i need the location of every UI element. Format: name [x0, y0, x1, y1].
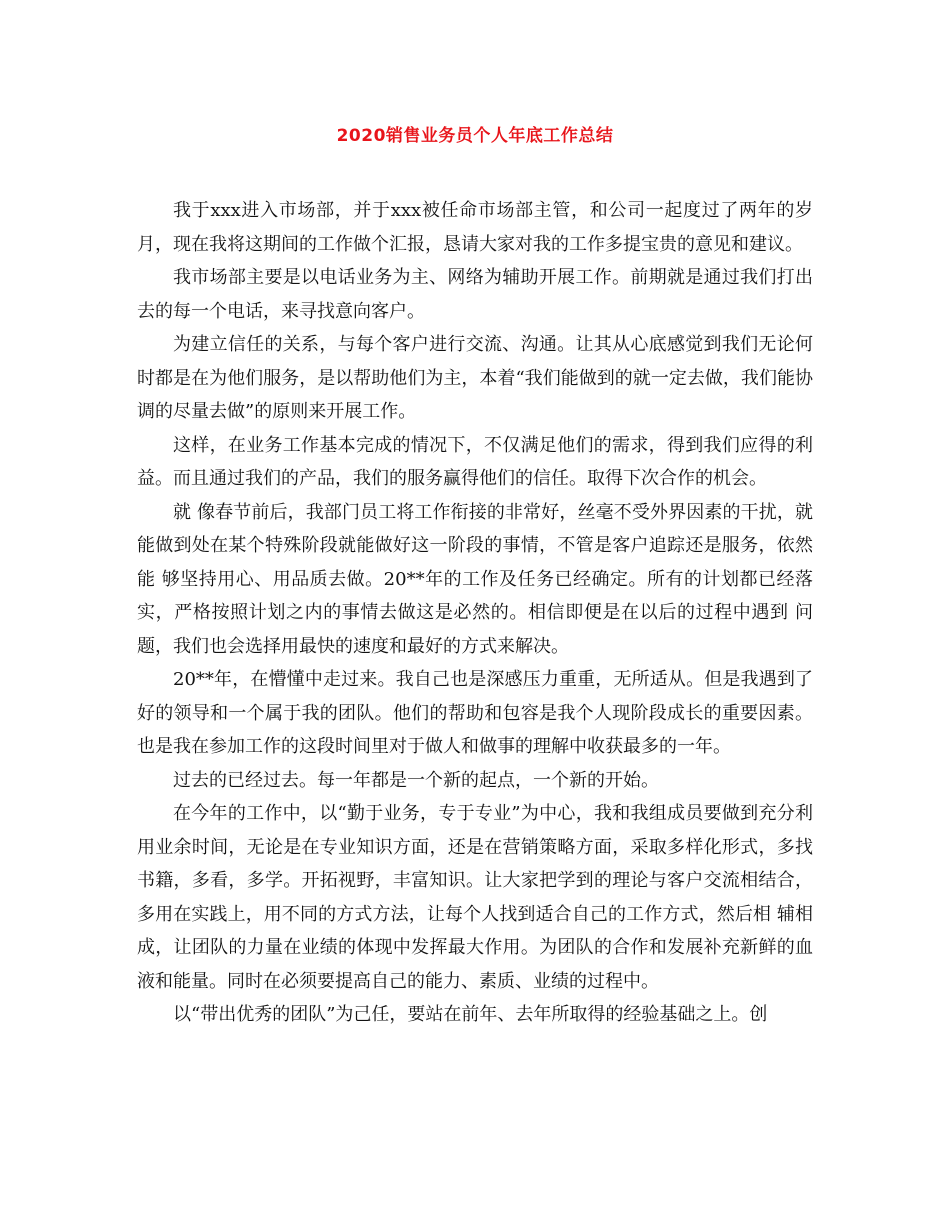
paragraph: 在今年的工作中，以“勤于业务，专于专业”为中心，我和我组成员要做到充分利用业余时间，无论是在专业知识方面，还是在营销策略方面，采取多样化形式，多找 书籍，多看，多学。开拓视野，丰富知识。让大家把学到的理论与客户交流相结合，多用在实践上，用不同的方式方法，让每个人找到适合自己的工作方式，然后相 辅相成，让团队的力量在业绩的体现中发挥最大作用。为团队的合作和发展补充新鲜的血液和能量。同时在必须要提高自己的能力、素质、业绩的过程中。 [137, 803, 819, 992]
paragraph: 为建立信任的关系，与每个客户进行交流、沟通。让其从心底感觉到我们无论何时都是在为他们服务，是以帮助他们为主，本着“我们能做到的就一定去做，我们能协调的尽量去做”的原则来开展工作。 [137, 334, 813, 422]
paragraph: 我市场部主要是以电话业务为主、网络为辅助开展工作。前期就是通过我们打出去的每一个电话，来寻找意向客户。 [137, 267, 813, 322]
paragraph: 我于xxx进入市场部，并于xxx被任命市场部主管，和公司一起度过了两年的岁月，现在我将这期间的工作做个汇报，恳请大家对我的工作多提宝贵的意见和建议。 [137, 200, 813, 255]
paragraph: 20**年，在懵懂中走过来。我自己也是深感压力重重，无所适从。但是我遇到了好的领导和一个属于我的团队。他们的帮助和包容是我个人现阶段成长的重要因素。也是我在参加工作的这段时间里对于做人和做事的理解中收获最多的一年。 [137, 669, 813, 757]
paragraph: 就 像春节前后，我部门员工将工作衔接的非常好，丝毫不受外界因素的干扰，就能做到处在某个特殊阶段就能做好这一阶段的事情，不管是客户追踪还是服务，依然能 够坚持用心、用品质去做。20**年的工作及任务已经确定。所有的计划都已经落实，严格按照计划之内的事情去做这是必然的。相信即便是在以后的过程中遇到 问题，我们也会选择用最快的速度和最好的方式来解决。 [137, 501, 813, 657]
document-title: 2020销售业务员个人年底工作总结 [336, 126, 614, 146]
paragraph: 过去的已经过去。每一年都是一个新的起点，一个新的开始。 [173, 769, 659, 791]
paragraph: 这样，在业务工作基本完成的情况下，不仅满足他们的需求，得到我们应得的利益。而且通过我们的产品，我们的服务赢得他们的信任。取得下次合作的机会。 [137, 434, 813, 489]
document-body [137, 194, 819, 1032]
paragraph: 以“带出优秀的团队”为己任，要站在前年、去年所取得的经验基础之上。创 [173, 1004, 768, 1025]
